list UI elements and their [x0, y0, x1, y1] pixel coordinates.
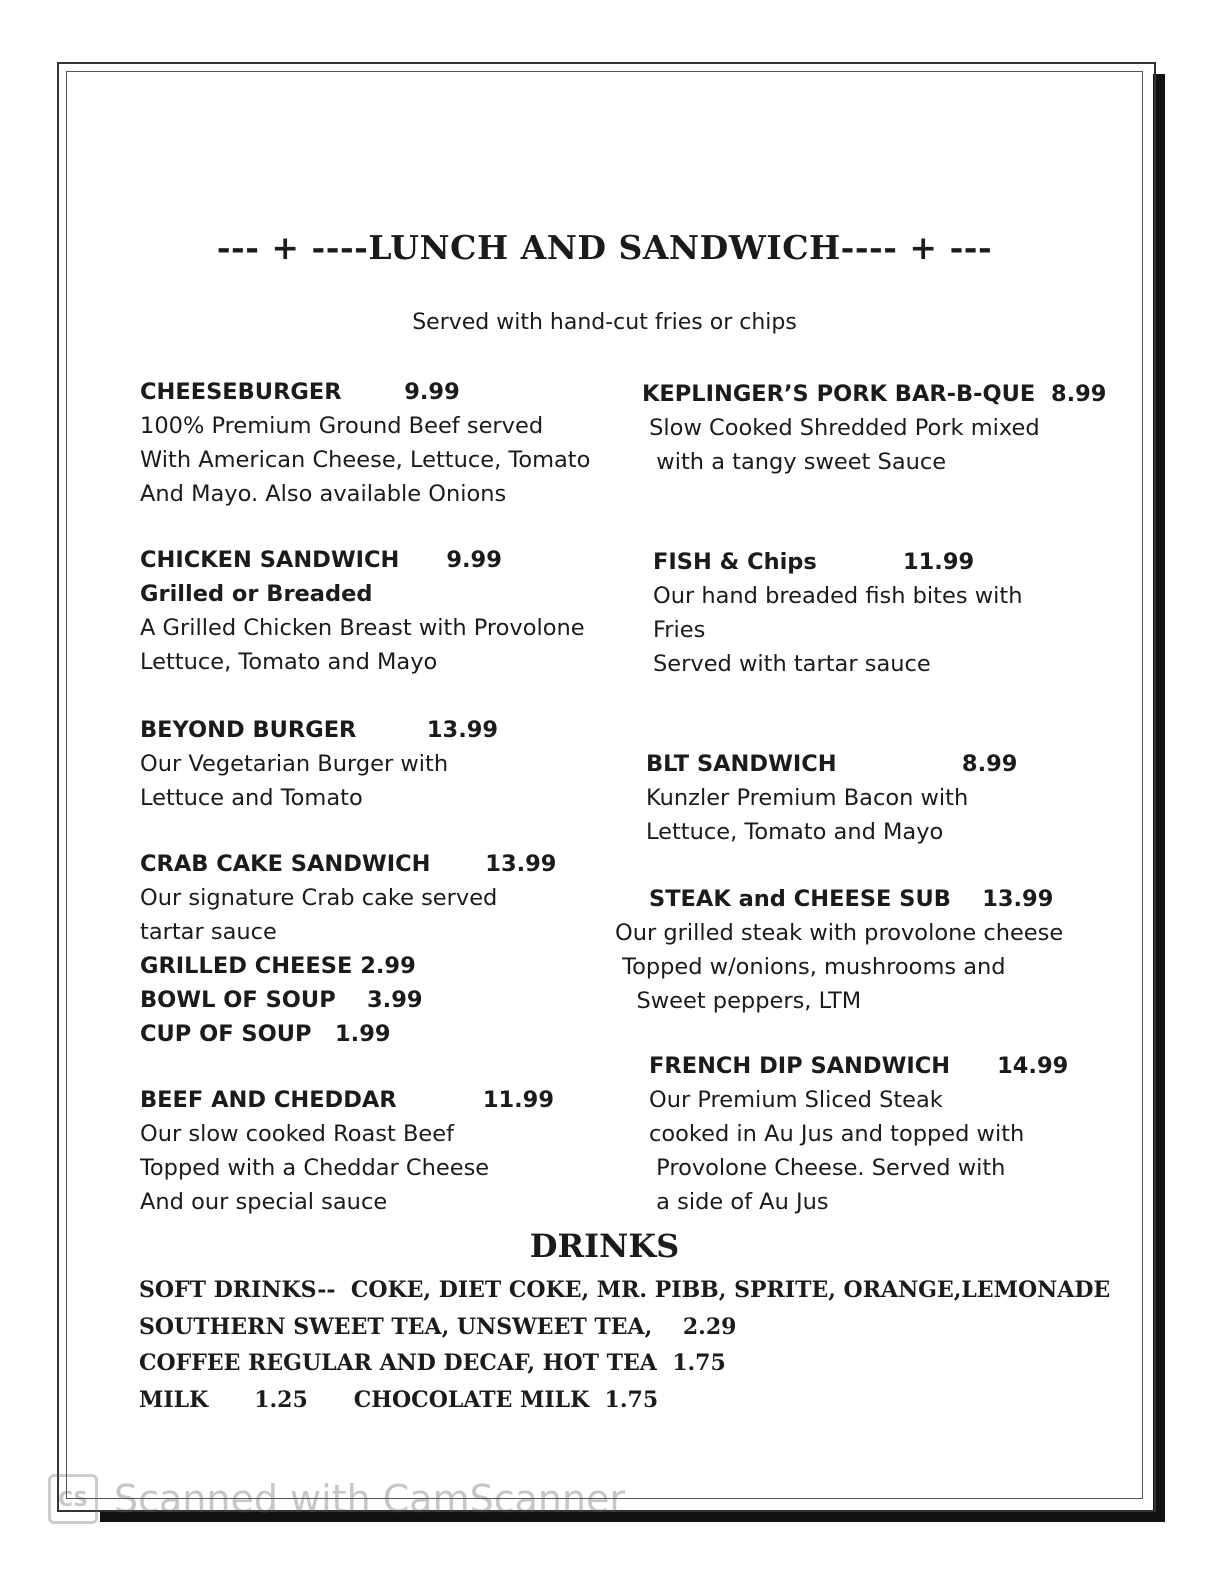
- item-grilled-cheese: GRILLED CHEESE 2.99: [140, 953, 416, 979]
- item-description: Our signature Crab cake served: [140, 885, 498, 911]
- item-heading: BLT SANDWICH 8.99: [646, 751, 1018, 777]
- item-heading: BEEF AND CHEDDAR 11.99: [140, 1087, 554, 1113]
- item-heading: CHEESEBURGER 9.99: [140, 379, 460, 405]
- item-heading: KEPLINGER’S PORK BAR-B-QUE 8.99: [642, 381, 1107, 407]
- item-description: Fries: [653, 617, 706, 643]
- drinks-coffee: COFFEE REGULAR AND DECAF, HOT TEA 1.75: [139, 1350, 726, 1376]
- item-heading: BEYOND BURGER 13.99: [140, 717, 499, 743]
- item-description: Our hand breaded fish bites with: [653, 583, 1023, 609]
- drinks-title: DRINKS: [529, 1227, 680, 1265]
- item-heading: FRENCH DIP SANDWICH 14.99: [649, 1053, 1069, 1079]
- item-description: Served with tartar sauce: [653, 651, 931, 677]
- item-heading: STEAK and CHEESE SUB 13.99: [649, 886, 1054, 912]
- item-description: tartar sauce: [140, 919, 277, 945]
- item-description: Lettuce, Tomato and Mayo: [646, 819, 944, 845]
- item-description: And Mayo. Also available Onions: [140, 481, 507, 507]
- item-description: Our Premium Sliced Steak: [649, 1087, 943, 1113]
- menu-item-cheeseburger: [140, 375, 590, 511]
- item-heading: FISH & Chips 11.99: [653, 549, 975, 575]
- item-description: Lettuce, Tomato and Mayo: [140, 649, 438, 675]
- item-description: with a tangy sweet Sauce: [642, 449, 947, 475]
- item-bowl-of-soup: BOWL OF SOUP 3.99: [140, 987, 423, 1013]
- drinks-tea: SOUTHERN SWEET TEA, UNSWEET TEA, 2.29: [139, 1313, 737, 1340]
- menu-item-fish-and-chips: [653, 545, 1022, 681]
- item-cup-of-soup: CUP OF SOUP 1.99: [140, 1021, 391, 1047]
- menu-item-steak-and-cheese: [615, 882, 1063, 1018]
- item-description: Our grilled steak with provolone cheese: [615, 920, 1064, 946]
- item-description: Topped with a Cheddar Cheese: [140, 1155, 490, 1181]
- item-description: With American Cheese, Lettuce, Tomato: [140, 447, 591, 473]
- item-description: Topped w/onions, mushrooms and: [615, 954, 1006, 980]
- camscanner-watermark: [48, 1471, 625, 1527]
- camscanner-logo-icon: CS: [48, 1474, 98, 1524]
- menu-item-french-dip: [649, 1049, 1068, 1219]
- menu-item-keplingers-pork: [642, 377, 1106, 479]
- item-description: Slow Cooked Shredded Pork mixed: [642, 415, 1040, 441]
- item-description: 100% Premium Ground Beef served: [140, 413, 544, 439]
- menu-item-chicken-sandwich: [140, 543, 585, 679]
- item-description: Sweet peppers, LTM: [615, 988, 862, 1014]
- menu-item-blt-sandwich: [646, 747, 1017, 849]
- menu-item-beyond-burger: [140, 713, 498, 815]
- item-description: Our Vegetarian Burger with: [140, 751, 449, 777]
- watermark-text: Scanned with CamScanner: [114, 1477, 626, 1521]
- menu-item-beef-and-cheddar: [140, 1083, 554, 1219]
- item-description: Our slow cooked Roast Beef: [140, 1121, 454, 1147]
- item-heading: CRAB CAKE SANDWICH 13.99: [140, 851, 557, 877]
- item-heading: CHICKEN SANDWICH 9.99: [140, 547, 502, 573]
- item-description: a side of Au Jus: [649, 1189, 829, 1215]
- item-description: A Grilled Chicken Breast with Provolone: [140, 615, 585, 641]
- item-description: Lettuce and Tomato: [140, 785, 363, 811]
- item-description: cooked in Au Jus and topped with: [649, 1121, 1025, 1147]
- item-description: And our special sauce: [140, 1189, 388, 1215]
- menu-item-crab-cake: [140, 847, 556, 1051]
- drinks-list: [139, 1272, 1110, 1418]
- menu-title: --- + ----LUNCH AND SANDWICH---- + ---: [216, 228, 993, 267]
- drinks-soft-drinks: SOFT DRINKS-- COKE, DIET COKE, MR. PIBB, SPRITE, ORANGE,LEMONADE: [139, 1277, 1111, 1303]
- item-subheading: Grilled or Breaded: [140, 581, 373, 607]
- item-description: Provolone Cheese. Served with: [649, 1155, 1006, 1181]
- item-description: Kunzler Premium Bacon with: [646, 785, 969, 811]
- menu-subtitle: Served with hand-cut fries or chips: [412, 310, 797, 335]
- drinks-milk: MILK 1.25 CHOCOLATE MILK 1.75: [139, 1386, 659, 1413]
